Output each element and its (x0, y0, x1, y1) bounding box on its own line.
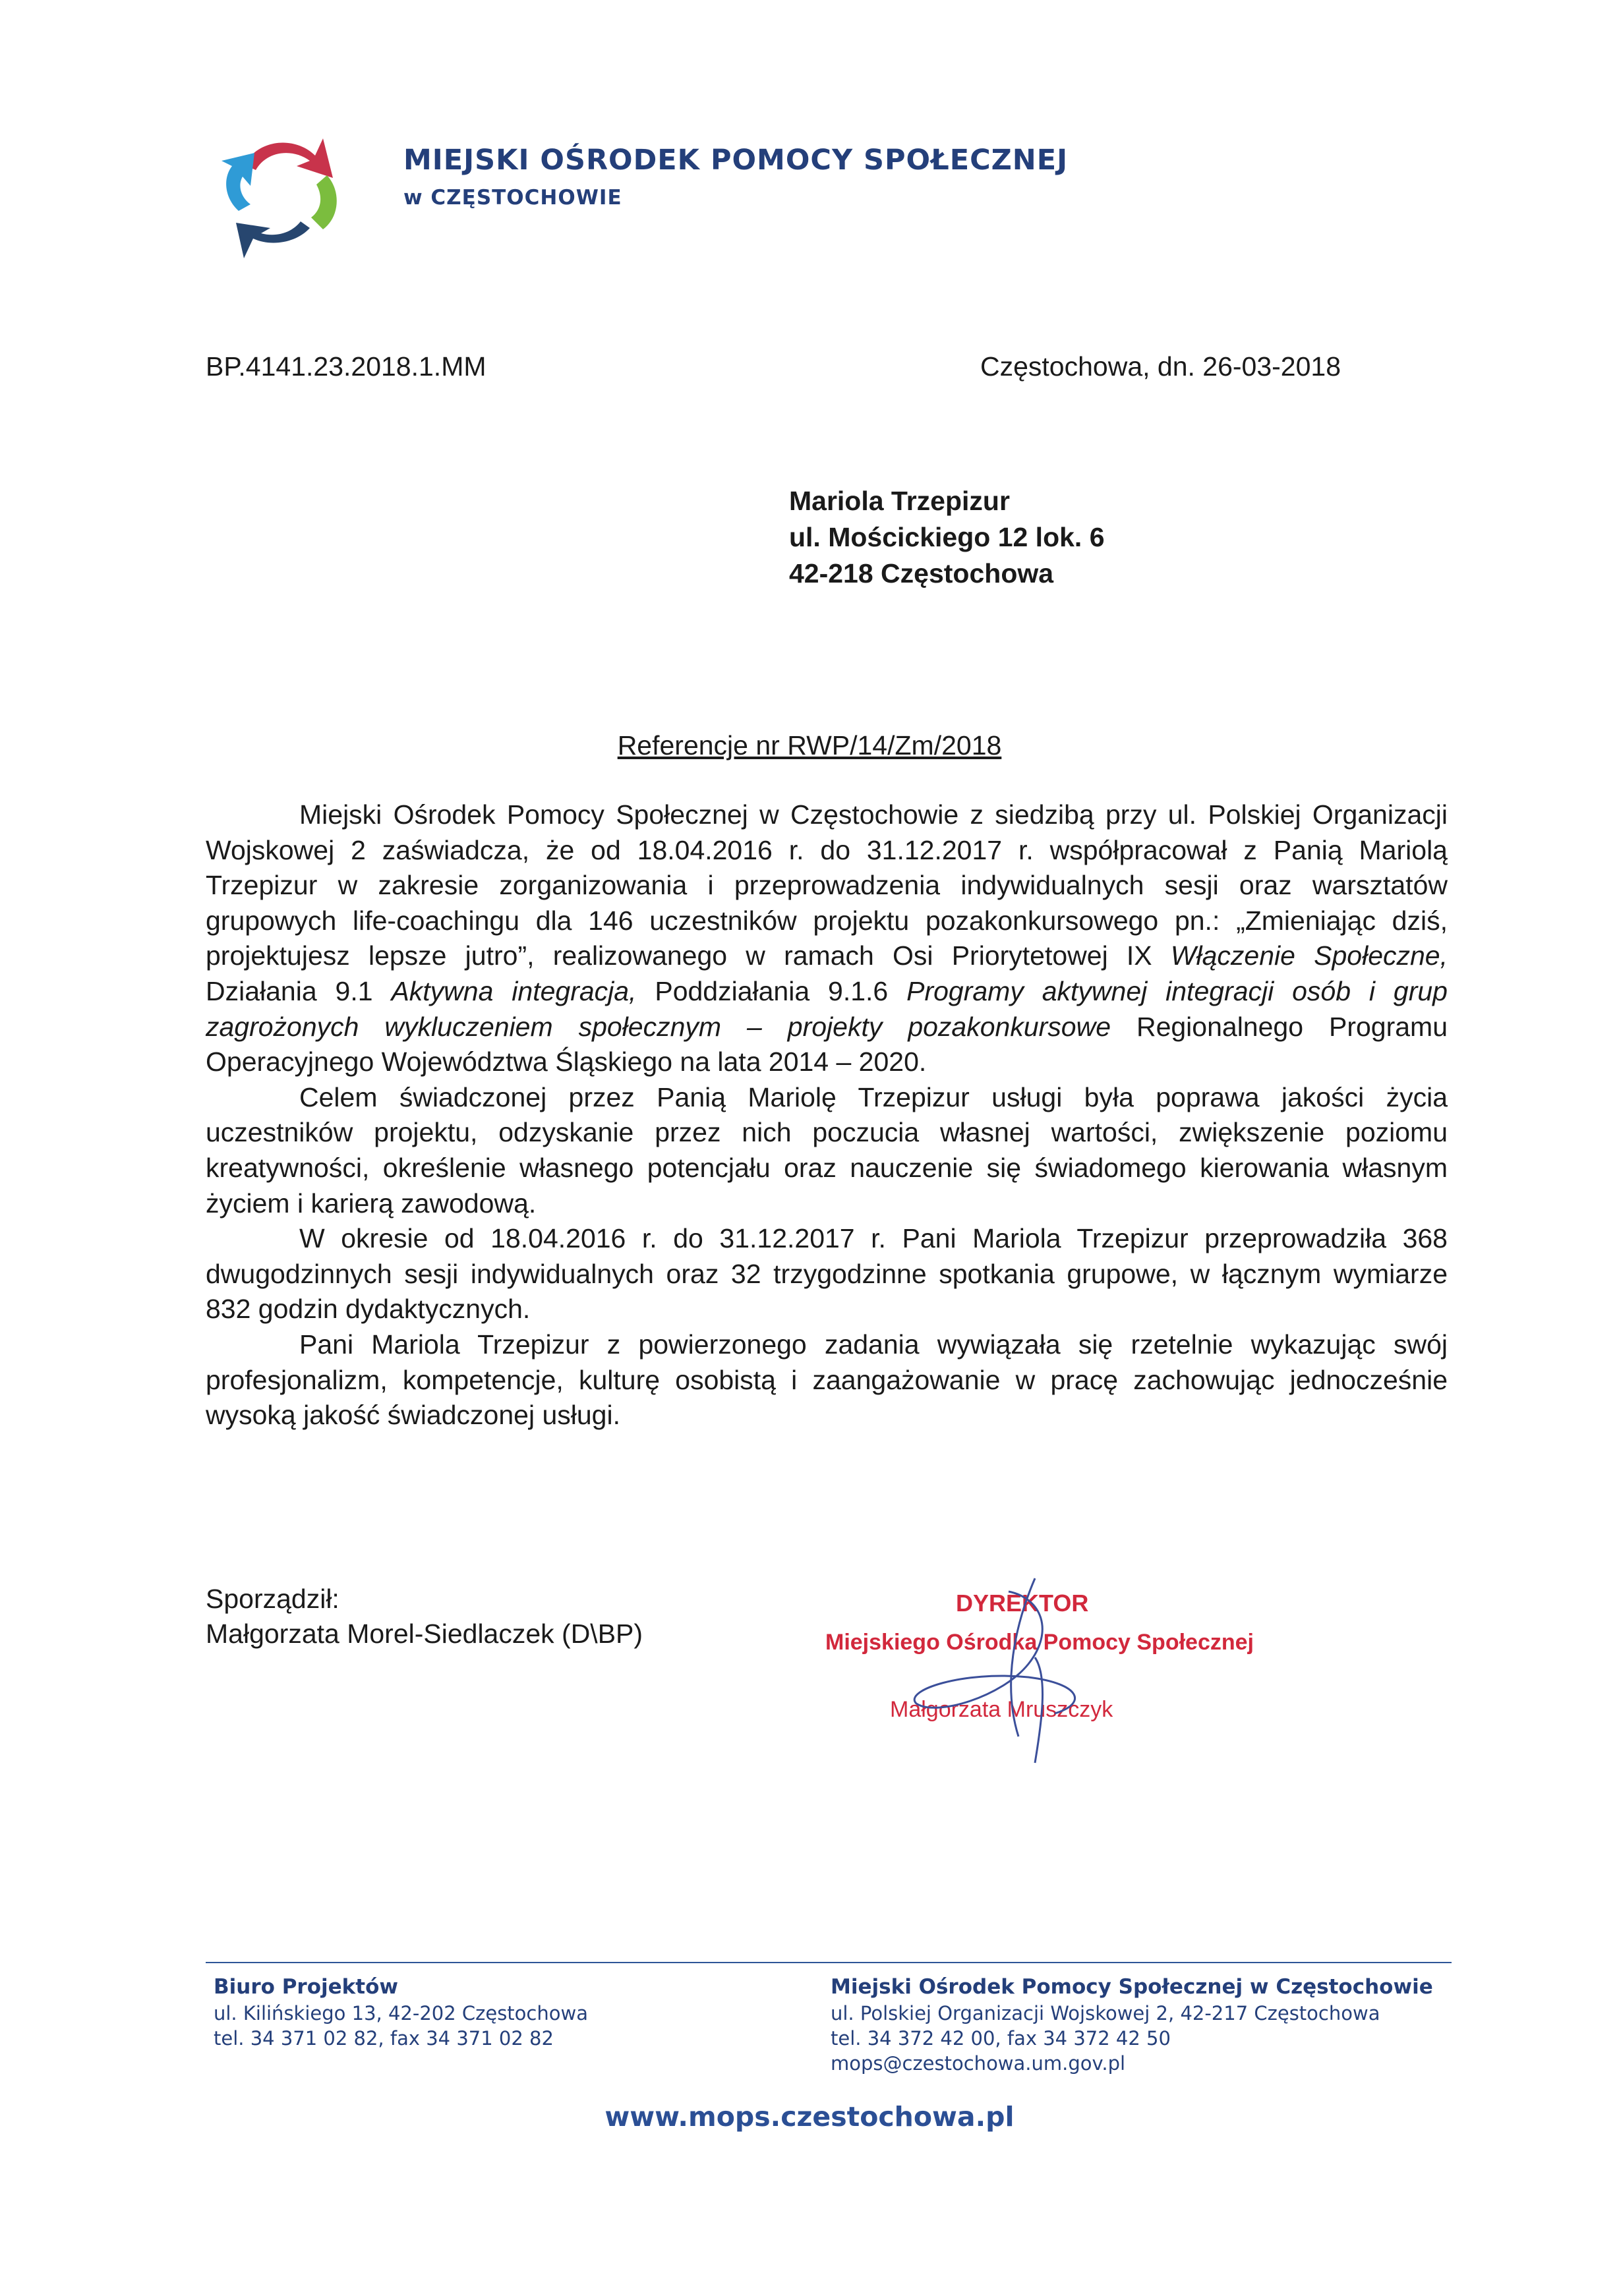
green-arrow (311, 175, 337, 229)
paragraph-2: Celem świadczonej przez Panią Mariolę Trzepizur usługi była poprawa jakości życia uczestników projektu, odzyskanie przez nich poczucia własnej wartości, zwiększenie poziomu kreatywności, określenie własnego potencjału oraz nauczenie się świadomego kierowania własnym życiem i karierą zawodową. (206, 1081, 1448, 1219)
footer-left-address: ul. Kilińskiego 13, 42-202 Częstochowa (214, 2002, 588, 2024)
paragraph-1: Miejski Ośrodek Pomocy Społecznej w Częstochowie z siedzibą przy ul. Polskiej Organizacji Wojskowej 2 zaświadcza, że od 18.04.2016 r. do 31.12.2017 r. współpracował z Panią Mariolą Trzepizur w zakresie zorganizowania i przeprowadzenia indywidualnych sesji oraz warsztatów grupowych life-coachingu dla 146 uczestników projektu pozakonkursowego pn.: „Zmieniając dziś, projektujesz lepsze jutro”, realizowanego w ramach Osi Priorytetowej IX Włączenie Społeczne, Działania 9.1 Aktywna integracja, Poddziałania 9.1.6 Programy aktywnej integracji osób i grup zagrożonych wykluczeniem społecznym – projekty pozakonkursowe Regionalnego Programu Operacyjnego Województwa Śląskiego na lata 2014 – 2020. (206, 799, 1448, 1077)
signature-number: BP.4141.23.2018.1.MM (206, 351, 486, 382)
reference-title: Referencje nr RWP/14/Zm/2018 (617, 730, 1002, 761)
paragraph-4: Pani Mariola Trzepizur z powierzonego zadania wywiązała się rzetelnie wykazując swój profesjonalizm, kompetencje, kulturę osobistą i zaangażowanie w pracę zachowując jednocześnie wysoką jakość świadczonej usługi. (206, 1329, 1448, 1431)
director-stamp (817, 1572, 1279, 1769)
footer-right-phone: tel. 34 372 42 00, fax 34 372 42 50 (831, 2027, 1171, 2050)
footer-divider (206, 1962, 1452, 1963)
footer-right-email[interactable]: mops@czestochowa.um.gov.pl (831, 2052, 1126, 2075)
prepared-by-label: Sporządził: (206, 1584, 339, 1614)
red-arrow (244, 138, 333, 178)
paragraph-3: W okresie od 18.04.2016 r. do 31.12.2017 r. Pani Mariola Trzepizur przeprowadziła 368 dwugodzinnych sesji indywidualnych oraz 32 trzygodzinne spotkania grupowe, w łącznym wymiarze 832 godzin dydaktycznych. (206, 1223, 1448, 1325)
addressee-street: ul. Mościckiego 12 lok. 6 (789, 522, 1105, 552)
org-city: w CZĘSTOCHOWIE (403, 186, 622, 210)
stamp-organization: Miejskiego Ośrodka Pomocy Społecznej (825, 1630, 1254, 1655)
org-name: MIEJSKI OŚRODEK POMOCY SPOŁECZNEJ (403, 144, 1069, 177)
letter-body (206, 797, 1448, 1433)
prepared-by-name: Małgorzata Morel-Siedlaczek (D\BP) (206, 1619, 643, 1649)
stamp-name: Małgorzata Mruszczyk (890, 1697, 1113, 1722)
footer-left-title: Biuro Projektów (214, 1975, 399, 1999)
mops-logo (198, 112, 356, 270)
navy-arrow (236, 221, 310, 258)
blue-arrow (221, 153, 254, 211)
website-link[interactable]: www.mops.czestochowa.pl (604, 2101, 1015, 2133)
addressee-city: 42-218 Częstochowa (789, 558, 1054, 588)
footer-left-phone: tel. 34 371 02 82, fax 34 371 02 82 (214, 2027, 554, 2050)
stamp-title: DYREKTOR (956, 1590, 1089, 1617)
place-date: Częstochowa, dn. 26-03-2018 (980, 351, 1341, 382)
addressee-name: Mariola Trzepizur (789, 486, 1010, 516)
footer-right-title: Miejski Ośrodek Pomocy Społecznej w Częstochowie (831, 1975, 1433, 1999)
footer-right-address: ul. Polskiej Organizacji Wojskowej 2, 42-217 Częstochowa (831, 2002, 1380, 2024)
